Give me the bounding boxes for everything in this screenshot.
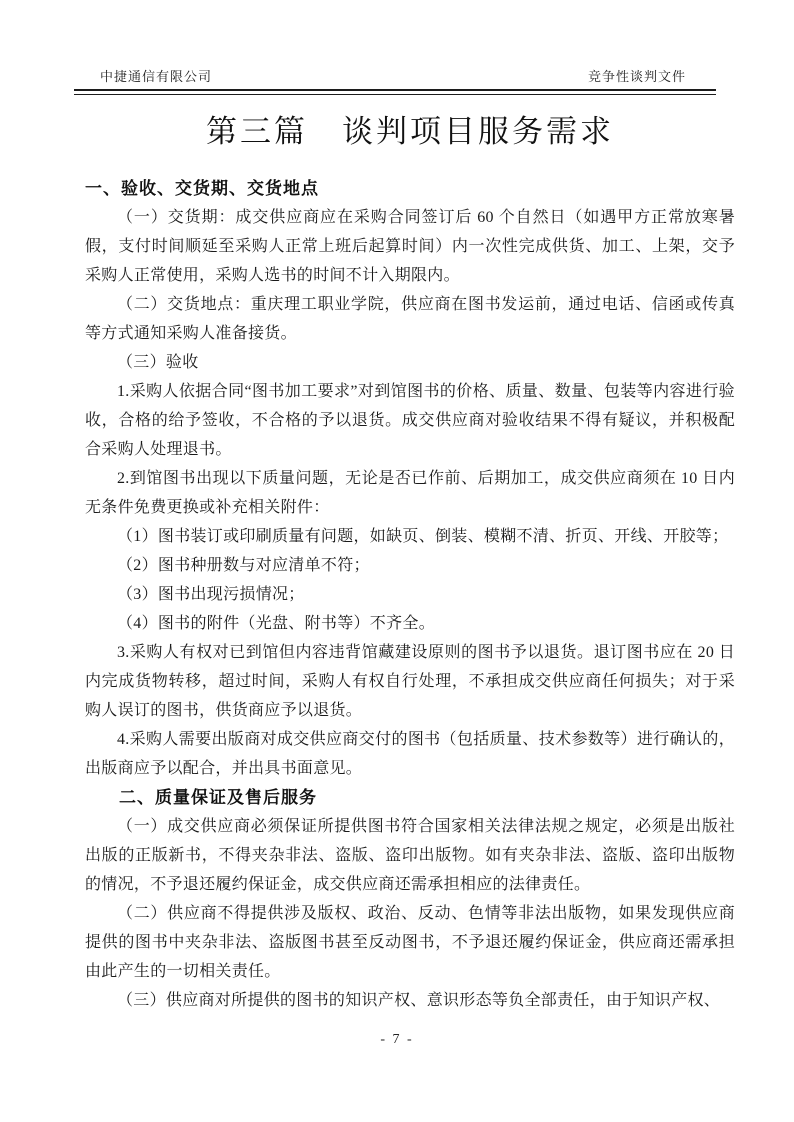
paragraph: 4.采购人需要出版商对成交供应商交付的图书（包括质量、技术参数等）进行确认的，出版商应予以配合，并出具书面意见。: [85, 731, 735, 777]
header-company-name: 中捷通信有限公司: [100, 69, 213, 84]
paragraph: （2）图书种册数与对应清单不符；: [117, 557, 370, 574]
sections-container: [85, 174, 735, 1015]
document-section: [85, 783, 735, 1015]
page-title: 第三篇 谈判项目服务需求: [206, 114, 614, 149]
paragraph: （一）交货期：成交供应商应在采购合同签订后 60 个自然日（如遇甲方正常放寒暑假，支付时间顺延至采购人正常上班后起算时间）内一次性完成供货、加工、上架，交予采购人正常使用，采购人选书的时间不计入期限内。: [85, 209, 735, 284]
paragraph: （二）交货地点：重庆理工职业学院，供应商在图书发运前，通过电话、信函或传真等方式通知采购人准备接货。: [85, 296, 735, 342]
paragraph: 2.到馆图书出现以下质量问题，无论是否已作前、后期加工，成交供应商须在 10 日内无条件免费更换或补充相关附件：: [85, 470, 735, 516]
page-number: - 7 -: [380, 1032, 414, 1047]
document-body: [85, 102, 735, 1015]
header-double-rule: [74, 89, 716, 95]
section-heading: 二、质量保证及售后服务: [119, 788, 317, 807]
paragraph: （三）供应商对所提供的图书的知识产权、意识形态等负全部责任，由于知识产权、: [117, 992, 721, 1009]
page-header: [74, 66, 716, 95]
paragraph: （1）图书装订或印刷质量有问题，如缺页、倒装、模糊不清、折页、开线、开胶等；: [117, 528, 729, 545]
section-heading: 一、验收、交货期、交货地点: [85, 179, 319, 198]
page-footer: [0, 1032, 794, 1048]
paragraph: （3）图书出现污损情况；: [117, 586, 305, 603]
paragraph: 3.采购人有权对已到馆但内容违背馆藏建设原则的图书予以退货。退订图书应在 20 日内完成货物转移，超过时间，采购人有权自行处理，不承担成交供应商任何损失；对于采购人误订的图书，供货商应予以退货。: [85, 644, 735, 719]
header-document-type: 竞争性谈判文件: [587, 69, 686, 84]
paragraph: （三）验收: [117, 354, 199, 371]
paragraph: 1.采购人依据合同“图书加工要求”对到馆图书的价格、质量、数量、包装等内容进行验收，合格的给予签收，不合格的予以退货。成交供应商对验收结果不得有疑议，并积极配合采购人处理退书。: [85, 383, 735, 458]
document-section: [85, 174, 735, 783]
paragraph: （一）成交供应商必须保证所提供图书符合国家相关法律法规之规定，必须是出版社出版的正版新书，不得夹杂非法、盗版、盗印出版物。如有夹杂非法、盗版、盗印出版物的情况，不予退还履约保证金，成交供应商还需承担相应的法律责任。: [85, 818, 735, 893]
paragraph: （二）供应商不得提供涉及版权、政治、反动、色情等非法出版物，如果发现供应商提供的图书中夹杂非法、盗版图书甚至反动图书，不予退还履约保证金，供应商还需承担由此产生的一切相关责任。: [85, 905, 735, 980]
paragraph: （4）图书的附件（光盘、附书等）不齐全。: [117, 615, 436, 632]
